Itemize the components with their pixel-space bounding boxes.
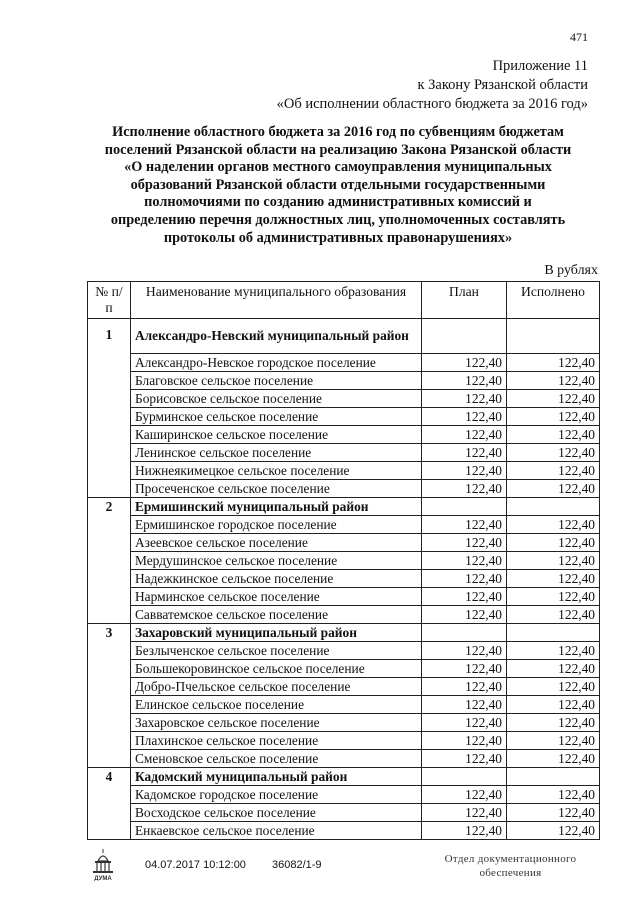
table-row bbox=[88, 750, 600, 768]
settlement-name: Плахинское сельское поселение bbox=[131, 732, 422, 750]
table-row bbox=[88, 462, 600, 480]
plan-value: 122,40 bbox=[422, 444, 507, 462]
settlement-name: Бурминское сельское поселение bbox=[131, 408, 422, 426]
table-row bbox=[88, 678, 600, 696]
page-number: 471 bbox=[570, 30, 588, 44]
table-row bbox=[88, 354, 600, 372]
plan-value: 122,40 bbox=[422, 822, 507, 840]
plan-value: 122,40 bbox=[422, 606, 507, 624]
table-row bbox=[88, 822, 600, 840]
plan-value: 122,40 bbox=[422, 462, 507, 480]
exec-value: 122,40 bbox=[507, 354, 600, 372]
settlement-name: Нарминское сельское поселение bbox=[131, 588, 422, 606]
exec-value: 122,40 bbox=[507, 642, 600, 660]
settlement-name: Ермишинское городское поселение bbox=[131, 516, 422, 534]
settlement-name: Енкаевское сельское поселение bbox=[131, 822, 422, 840]
dept-line-1: Отдел документационного bbox=[444, 853, 577, 865]
plan-value: 122,40 bbox=[422, 390, 507, 408]
table-row bbox=[88, 732, 600, 750]
table-row bbox=[88, 588, 600, 606]
plan-value: 122,40 bbox=[422, 570, 507, 588]
exec-value: 122,40 bbox=[507, 678, 600, 696]
exec-value: 122,40 bbox=[507, 426, 600, 444]
units-label: В рублях bbox=[544, 263, 598, 278]
district-plan-cell bbox=[422, 319, 507, 354]
plan-value: 122,40 bbox=[422, 696, 507, 714]
district-exec-cell bbox=[507, 624, 600, 642]
exec-value: 122,40 bbox=[507, 606, 600, 624]
exec-value: 122,40 bbox=[507, 408, 600, 426]
table-row bbox=[88, 480, 600, 498]
settlement-name: Безлыченское сельское поселение bbox=[131, 642, 422, 660]
settlement-name: Мердушинское сельское поселение bbox=[131, 552, 422, 570]
exec-value: 122,40 bbox=[507, 372, 600, 390]
exec-value: 122,40 bbox=[507, 516, 600, 534]
appendix-line-1: Приложение 11 bbox=[492, 58, 588, 74]
settlement-name: Восходское сельское поселение bbox=[131, 804, 422, 822]
table-row bbox=[88, 444, 600, 462]
exec-value: 122,40 bbox=[507, 660, 600, 678]
district-name: Александро-Невский муниципальный район bbox=[131, 319, 422, 354]
district-plan-cell bbox=[422, 498, 507, 516]
district-number: 2 bbox=[88, 498, 131, 624]
district-name: Захаровский муниципальный район bbox=[131, 624, 422, 642]
district-plan-cell bbox=[422, 624, 507, 642]
exec-value: 122,40 bbox=[507, 480, 600, 498]
settlement-name: Савватемское сельское поселение bbox=[131, 606, 422, 624]
exec-value: 122,40 bbox=[507, 714, 600, 732]
table-row bbox=[88, 696, 600, 714]
table-row bbox=[88, 390, 600, 408]
exec-value: 122,40 bbox=[507, 696, 600, 714]
plan-value: 122,40 bbox=[422, 678, 507, 696]
district-number: 3 bbox=[88, 624, 131, 768]
settlement-name: Азеевское сельское поселение bbox=[131, 534, 422, 552]
plan-value: 122,40 bbox=[422, 660, 507, 678]
table-row bbox=[88, 606, 600, 624]
table-row bbox=[88, 534, 600, 552]
table-header-row bbox=[88, 282, 600, 319]
exec-value: 122,40 bbox=[507, 462, 600, 480]
exec-value: 122,40 bbox=[507, 750, 600, 768]
exec-value: 122,40 bbox=[507, 390, 600, 408]
exec-value: 122,40 bbox=[507, 570, 600, 588]
table-row bbox=[88, 642, 600, 660]
settlement-name: Большекоровинское сельское поселение bbox=[131, 660, 422, 678]
district-name: Ермишинский муниципальный район bbox=[131, 498, 422, 516]
plan-value: 122,40 bbox=[422, 534, 507, 552]
plan-value: 122,40 bbox=[422, 516, 507, 534]
district-exec-cell bbox=[507, 768, 600, 786]
plan-value: 122,40 bbox=[422, 714, 507, 732]
exec-value: 122,40 bbox=[507, 786, 600, 804]
district-row bbox=[88, 319, 600, 354]
duma-logo-icon bbox=[86, 847, 120, 881]
plan-value: 122,40 bbox=[422, 588, 507, 606]
district-row bbox=[88, 624, 600, 642]
settlement-name: Каширинское сельское поселение bbox=[131, 426, 422, 444]
plan-value: 122,40 bbox=[422, 354, 507, 372]
settlement-name: Надежкинское сельское поселение bbox=[131, 570, 422, 588]
table-body bbox=[88, 319, 600, 840]
plan-value: 122,40 bbox=[422, 408, 507, 426]
exec-value: 122,40 bbox=[507, 552, 600, 570]
footer-datetime: 04.07.2017 10:12:00 bbox=[145, 859, 246, 871]
table-row bbox=[88, 426, 600, 444]
settlement-name: Борисовское сельское поселение bbox=[131, 390, 422, 408]
document-title bbox=[78, 124, 598, 247]
header-name: Наименование муниципального образования bbox=[131, 282, 422, 319]
district-row bbox=[88, 498, 600, 516]
title-line: «О наделении органов местного самоуправления муниципальных bbox=[124, 159, 552, 176]
footer-code: 36082/1-9 bbox=[272, 859, 322, 871]
table-row bbox=[88, 408, 600, 426]
table-row bbox=[88, 660, 600, 678]
title-line: образований Рязанской области отдельными государственными bbox=[130, 176, 546, 193]
exec-value: 122,40 bbox=[507, 732, 600, 750]
dept-line-2: обеспечения bbox=[479, 867, 542, 879]
header-num: № п/п bbox=[88, 282, 131, 319]
district-row bbox=[88, 768, 600, 786]
budget-table bbox=[87, 281, 600, 840]
settlement-name: Александро-Невское городское поселение bbox=[131, 354, 422, 372]
title-line: определению перечня должностных лиц, уполномоченных составлять bbox=[110, 211, 566, 228]
settlement-name: Захаровское сельское поселение bbox=[131, 714, 422, 732]
title-line: поселений Рязанской области на реализацию Закона Рязанской области bbox=[104, 141, 572, 158]
table-row bbox=[88, 570, 600, 588]
settlement-name: Елинское сельское поселение bbox=[131, 696, 422, 714]
district-number: 1 bbox=[88, 319, 131, 498]
header-plan: План bbox=[422, 282, 507, 319]
table-row bbox=[88, 516, 600, 534]
district-plan-cell bbox=[422, 768, 507, 786]
settlement-name: Ленинское сельское поселение bbox=[131, 444, 422, 462]
settlement-name: Благовское сельское поселение bbox=[131, 372, 422, 390]
table-row bbox=[88, 552, 600, 570]
settlement-name: Добро-Пчельское сельское поселение bbox=[131, 678, 422, 696]
district-number: 4 bbox=[88, 768, 131, 840]
district-name: Кадомский муниципальный район bbox=[131, 768, 422, 786]
title-line: полномочиями по созданию административных комиссий и bbox=[144, 194, 532, 211]
logo-text: ДУМА bbox=[94, 876, 112, 881]
exec-value: 122,40 bbox=[507, 822, 600, 840]
plan-value: 122,40 bbox=[422, 732, 507, 750]
exec-value: 122,40 bbox=[507, 804, 600, 822]
plan-value: 122,40 bbox=[422, 552, 507, 570]
header-exec: Исполнено bbox=[507, 282, 600, 319]
settlement-name: Просеченское сельское поселение bbox=[131, 480, 422, 498]
exec-value: 122,40 bbox=[507, 444, 600, 462]
table-row bbox=[88, 786, 600, 804]
appendix-line-2: к Закону Рязанской области bbox=[417, 77, 588, 93]
district-exec-cell bbox=[507, 319, 600, 354]
settlement-name: Сменовское сельское поселение bbox=[131, 750, 422, 768]
plan-value: 122,40 bbox=[422, 426, 507, 444]
plan-value: 122,40 bbox=[422, 750, 507, 768]
plan-value: 122,40 bbox=[422, 372, 507, 390]
plan-value: 122,40 bbox=[422, 480, 507, 498]
settlement-name: Нижнеякимецкое сельское поселение bbox=[131, 462, 422, 480]
exec-value: 122,40 bbox=[507, 534, 600, 552]
plan-value: 122,40 bbox=[422, 642, 507, 660]
table-row bbox=[88, 804, 600, 822]
title-line: Исполнение областного бюджета за 2016 год по субвенциям бюджетам bbox=[112, 124, 564, 140]
table-row bbox=[88, 372, 600, 390]
plan-value: 122,40 bbox=[422, 804, 507, 822]
table-row bbox=[88, 714, 600, 732]
district-exec-cell bbox=[507, 498, 600, 516]
footer-department-stamp bbox=[438, 852, 583, 880]
appendix-line-3: «Об исполнении областного бюджета за 2016 год» bbox=[276, 96, 588, 112]
settlement-name: Кадомское городское поселение bbox=[131, 786, 422, 804]
appendix-header bbox=[277, 57, 588, 114]
exec-value: 122,40 bbox=[507, 588, 600, 606]
title-line: протоколы об административных правонарушениях» bbox=[163, 229, 513, 246]
plan-value: 122,40 bbox=[422, 786, 507, 804]
